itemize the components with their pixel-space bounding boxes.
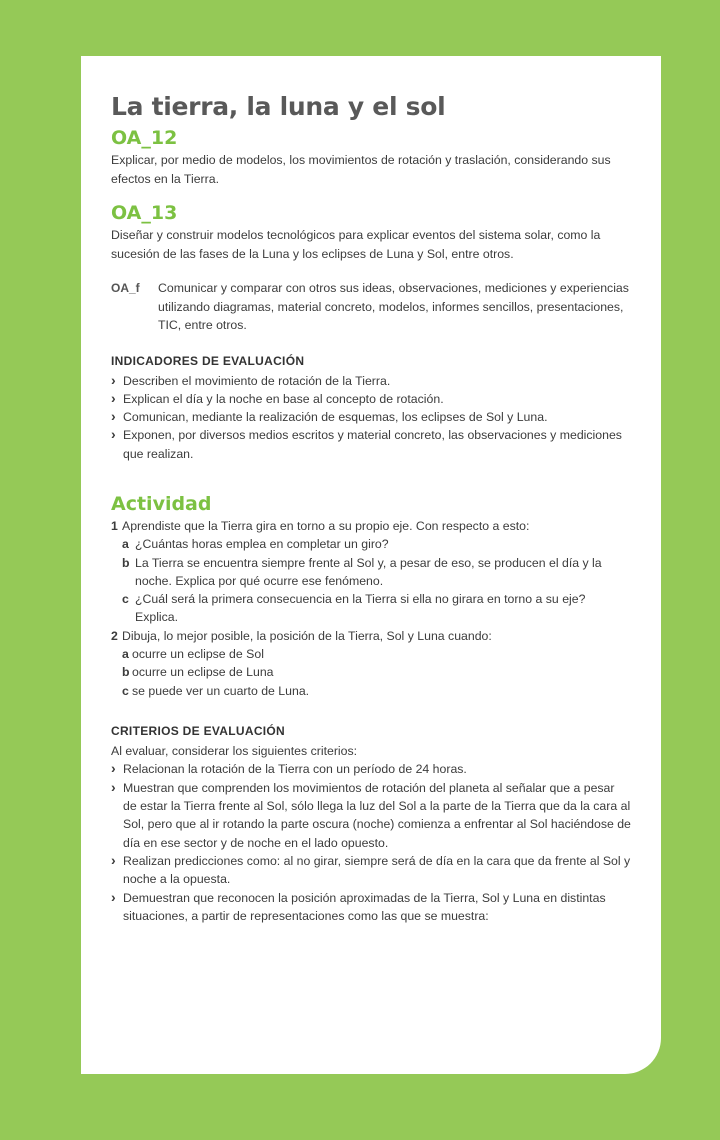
sub-letter: b xyxy=(122,665,130,680)
sub-question xyxy=(111,535,631,553)
objective-text-oa-f: Comunicar y comparar con otros sus ideas, observaciones, mediciones y experiencias utilizando diagramas, material concreto, modelos, informes sencillos, presentaciones, TIC, entre otros. xyxy=(158,281,629,332)
indicators-title: INDICADORES DE EVALUACIÓN xyxy=(111,353,305,368)
list-item: › Muestran que comprenden los movimientos de rotación del planeta al señalar que a pesar de estar la Tierra frente al Sol, sólo llega la luz del Sol a la parte de la Tierra que da la cara al Sol, pero que al ir rotando la parte oscura (noche) comienza a enfrentar al Sol haciéndose de día en ese sector y de noche en el lado opuesto. xyxy=(111,779,631,852)
sub-text: ocurre un eclipse de Luna xyxy=(132,665,274,680)
sub-question xyxy=(111,554,631,591)
criteria-title: CRITERIOS DE EVALUACIÓN xyxy=(111,723,286,738)
question-1 xyxy=(111,517,631,535)
activity-title: Actividad xyxy=(111,492,212,515)
sub-question xyxy=(111,645,631,663)
list-item: › Describen el movimiento de rotación de la Tierra. xyxy=(111,372,631,390)
list-item: › Comunican, mediante la realización de esquemas, los eclipses de Sol y Luna. xyxy=(111,408,631,426)
page-title: La tierra, la luna y el sol xyxy=(111,92,446,121)
sub-text: ocurre un eclipse de Sol xyxy=(132,647,264,662)
objective-oa-f xyxy=(111,279,631,335)
list-item: › Demuestran que reconocen la posición aproximadas de la Tierra, Sol y Luna en distintas situaciones, a partir de representaciones como las que se muestra: xyxy=(111,889,631,926)
question-text: Dibuja, lo mejor posible, la posición de la Tierra, Sol y Luna cuando: xyxy=(122,628,492,643)
list-item: › Explican el día y la noche en base al concepto de rotación. xyxy=(111,390,631,408)
list-item: › Exponen, por diversos medios escritos y material concreto, las observaciones y mediciones que realizan. xyxy=(111,426,631,463)
objective-text-oa12: Explicar, por medio de modelos, los movimientos de rotación y traslación, considerando sus efectos en la Tierra. xyxy=(111,153,611,186)
question-number: 1 xyxy=(111,518,118,533)
question-text: Aprendiste que la Tierra gira en torno a su propio eje. Con respecto a esto: xyxy=(122,518,530,533)
sub-letter: c xyxy=(122,592,129,607)
list-item: › Relacionan la rotación de la Tierra con un período de 24 horas. xyxy=(111,760,631,778)
sub-letter: c xyxy=(122,683,129,698)
sub-question xyxy=(111,590,631,627)
sub-text: ¿Cuál será la primera consecuencia en la Tierra si ella no girara en torno a su eje? Explica. xyxy=(135,592,586,625)
question-2 xyxy=(111,627,631,645)
list-item: › Realizan predicciones como: al no girar, siempre será de día en la cara que da frente al Sol y noche a la opuesta. xyxy=(111,852,631,889)
objective-text-oa13: Diseñar y construir modelos tecnológicos para explicar eventos del sistema solar, como la sucesión de las fases de la Luna y los eclipses de Luna y Sol, entre otros. xyxy=(111,228,601,261)
indicators-list xyxy=(111,372,631,463)
sub-question xyxy=(111,682,631,700)
objective-code-oa12: OA_12 xyxy=(111,127,178,149)
question-number: 2 xyxy=(111,628,118,643)
sub-text: ¿Cuántas horas emplea en completar un giro? xyxy=(135,537,389,552)
sub-letter: a xyxy=(122,537,129,552)
sub-letter: a xyxy=(122,647,129,662)
criteria-intro: Al evaluar, considerar los siguientes criterios: xyxy=(111,743,358,758)
sub-text: se puede ver un cuarto de Luna. xyxy=(132,683,310,698)
criteria-list xyxy=(111,760,631,925)
sub-letter: b xyxy=(122,555,130,570)
sub-text: La Tierra se encuentra siempre frente al Sol y, a pesar de eso, se producen el día y la noche. Explica por qué ocurre ese fenómeno. xyxy=(135,555,602,588)
document-page xyxy=(81,56,661,1074)
objective-code-oa13: OA_13 xyxy=(111,202,178,224)
sub-question xyxy=(111,663,631,681)
objective-code-oa-f: OA_f xyxy=(111,281,140,295)
